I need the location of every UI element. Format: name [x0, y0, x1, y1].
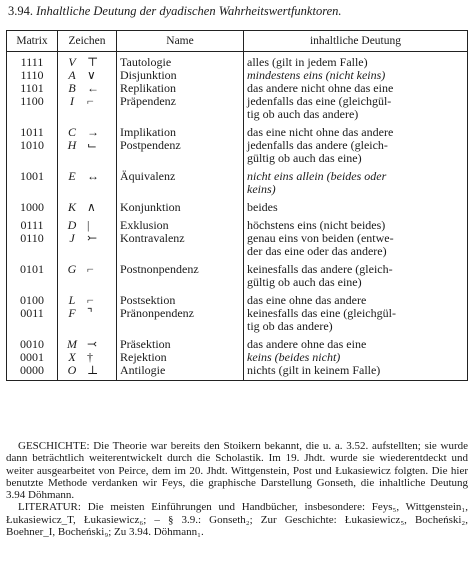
- matrix-cell: 0111: [7, 214, 58, 232]
- matrix-cell: 0001: [7, 351, 58, 364]
- matrix-cell: 1100: [7, 95, 58, 121]
- matrix-cell: 1101: [7, 82, 58, 95]
- deutung-line: keinesfalls das andere (gleich-: [247, 262, 393, 276]
- matrix-cell: 1000: [7, 196, 58, 214]
- symbol-cell: ⌝: [83, 307, 117, 333]
- letter-cell: B: [58, 82, 84, 95]
- deutung-line: gültig ob auch das eine): [247, 275, 362, 289]
- deutung-line: mindestens eins (nicht keins): [247, 68, 386, 82]
- name-cell: Exklusion: [117, 214, 244, 232]
- letter-cell: C: [58, 121, 84, 139]
- symbol-cell: →: [83, 121, 117, 139]
- deutung-line: alles (gilt in jedem Falle): [247, 55, 368, 69]
- section-number: 3.94.: [8, 4, 33, 18]
- deutung-cell: [244, 214, 468, 232]
- letter-cell: F: [58, 307, 84, 333]
- deutung-line: keins): [247, 182, 276, 196]
- table-row: [7, 258, 468, 289]
- name-cell: Postpendenz: [117, 139, 244, 165]
- symbol-cell: ∨: [83, 69, 117, 82]
- deutung-line: gültig ob auch das eine): [247, 151, 362, 165]
- table-header-row: [7, 31, 468, 52]
- name-cell: Präsektion: [117, 333, 244, 351]
- letter-cell: H: [58, 139, 84, 165]
- matrix-cell: 0011: [7, 307, 58, 333]
- table-row: [7, 196, 468, 214]
- symbol-cell: ⌐: [83, 95, 117, 121]
- table-body: [7, 52, 468, 381]
- table-row: [7, 121, 468, 139]
- symbol-cell: ⌙: [83, 139, 117, 165]
- name-cell: Pränonpendenz: [117, 307, 244, 333]
- deutung-cell: [244, 196, 468, 214]
- name-cell: Postsektion: [117, 289, 244, 307]
- table-row: [7, 52, 468, 70]
- deutung-line: der das eine oder das andere): [247, 244, 387, 258]
- symbol-cell: ∧: [83, 196, 117, 214]
- letter-cell: G: [58, 258, 84, 289]
- matrix-cell: 0110: [7, 232, 58, 258]
- deutung-line: genau eins von beiden (entwe-: [247, 231, 394, 245]
- header-zeichen: Zeichen: [58, 31, 117, 52]
- table-row: [7, 165, 468, 196]
- history-label: GESCHICHTE:: [18, 440, 90, 452]
- table-row: [7, 333, 468, 351]
- literature-text: Die meisten Einführungen und Handbücher, insbesondere: Feys₅, Wittgenstein₁, Łukasiewicz_T, Łukasiewicz₆; – § 3.9.: Gonseth₂; Zur Geschichte: Łukasiewicz₅, Bocheński₂, Boehner_I, Bocheński₉; Zu 3.94. Döhmann₁.: [6, 501, 469, 539]
- notes-section: [6, 440, 468, 538]
- deutung-cell: [244, 289, 468, 307]
- matrix-cell: 1011: [7, 121, 58, 139]
- deutung-cell: [244, 232, 468, 258]
- matrix-cell: 0101: [7, 258, 58, 289]
- truth-function-table: [6, 30, 468, 381]
- deutung-cell: [244, 307, 468, 333]
- deutung-cell: [244, 139, 468, 165]
- history-text: Die Theorie war bereits den Stoikern bekannt, die u. a. 3.52. aufstellten; sie wurde dann beträchtlich weiterentwickelt durch die Scholastik. Im 19. Jhdt. wurde sie wiederentdeckt und weiter ausgearbeitet von Peirce, dem im 20. Jhdt. Wittgenstein, Post und Łukasiewicz folgten. Die hier benutzte Methode verdanken wir Feys, die graphische Darstellung Gonseth, die inhaltliche Deutung 3.94 Döhmann.: [6, 440, 469, 502]
- section-title: [8, 4, 342, 19]
- symbol-cell: ←: [83, 82, 117, 95]
- letter-cell: J: [58, 232, 84, 258]
- deutung-line: das eine nicht ohne das andere: [247, 125, 394, 139]
- matrix-cell: 1111: [7, 52, 58, 70]
- letter-cell: E: [58, 165, 84, 196]
- deutung-line: beides: [247, 200, 278, 214]
- symbol-cell: ↔: [83, 165, 117, 196]
- deutung-line: keinesfalls das eine (gleichgül-: [247, 306, 396, 320]
- name-cell: Konjunktion: [117, 196, 244, 214]
- deutung-line: nicht eins allein (beides oder: [247, 169, 387, 183]
- table-row: [7, 307, 468, 333]
- name-cell: Postnonpendenz: [117, 258, 244, 289]
- deutung-line: das eine ohne das andere: [247, 293, 367, 307]
- name-cell: Rejektion: [117, 351, 244, 364]
- deutung-cell: [244, 333, 468, 351]
- deutung-cell: [244, 258, 468, 289]
- deutung-cell: [244, 364, 468, 381]
- name-cell: Präpendenz: [117, 95, 244, 121]
- symbol-cell: ⌐: [83, 258, 117, 289]
- letter-cell: K: [58, 196, 84, 214]
- matrix-cell: 0010: [7, 333, 58, 351]
- matrix-cell: 1110: [7, 69, 58, 82]
- deutung-line: das andere ohne das eine: [247, 337, 367, 351]
- deutung-line: nichts (gilt in keinem Falle): [247, 363, 381, 377]
- matrix-cell: 1010: [7, 139, 58, 165]
- matrix-cell: 1001: [7, 165, 58, 196]
- deutung-line: tig ob das andere): [247, 319, 333, 333]
- table-row: [7, 232, 468, 258]
- symbol-cell: ⊤: [83, 52, 117, 70]
- letter-cell: A: [58, 69, 84, 82]
- name-cell: Disjunktion: [117, 69, 244, 82]
- table-row: [7, 139, 468, 165]
- header-matrix: Matrix: [7, 31, 58, 52]
- letter-cell: V: [58, 52, 84, 70]
- literature-paragraph: [6, 501, 468, 538]
- symbol-cell: ⤙: [83, 333, 117, 351]
- deutung-cell: [244, 121, 468, 139]
- letter-cell: L: [58, 289, 84, 307]
- matrix-cell: 0100: [7, 289, 58, 307]
- symbol-cell: ⌐: [83, 289, 117, 307]
- literature-label: LITERATUR:: [18, 501, 81, 514]
- symbol-cell: †: [83, 351, 117, 364]
- letter-cell: I: [58, 95, 84, 121]
- table-row: [7, 364, 468, 381]
- symbol-cell: |: [83, 214, 117, 232]
- section-heading: Inhaltliche Deutung der dyadischen Wahrheitswertfunktoren.: [36, 4, 342, 18]
- deutung-cell: [244, 165, 468, 196]
- table-row: [7, 82, 468, 95]
- deutung-line: keins (beides nicht): [247, 350, 341, 364]
- deutung-cell: [244, 95, 468, 121]
- letter-cell: D: [58, 214, 84, 232]
- deutung-line: höchstens eins (nicht beides): [247, 218, 386, 232]
- name-cell: Äquivalenz: [117, 165, 244, 196]
- table-row: [7, 95, 468, 121]
- name-cell: Implikation: [117, 121, 244, 139]
- header-name: Name: [117, 31, 244, 52]
- deutung-cell: [244, 52, 468, 70]
- letter-cell: O: [58, 364, 84, 381]
- matrix-cell: 0000: [7, 364, 58, 381]
- name-cell: Tautologie: [117, 52, 244, 70]
- header-deutung: inhaltliche Deutung: [244, 31, 468, 52]
- name-cell: Replikation: [117, 82, 244, 95]
- deutung-line: jedenfalls das andere (gleich-: [247, 138, 388, 152]
- symbol-cell: ⊥: [83, 364, 117, 381]
- symbol-cell: ⤚: [83, 232, 117, 258]
- deutung-line: jedenfalls das eine (gleichgül-: [247, 94, 392, 108]
- history-paragraph: [6, 440, 468, 501]
- name-cell: Antilogie: [117, 364, 244, 381]
- letter-cell: M: [58, 333, 84, 351]
- name-cell: Kontravalenz: [117, 232, 244, 258]
- table-row: [7, 289, 468, 307]
- letter-cell: X: [58, 351, 84, 364]
- table-row: [7, 214, 468, 232]
- deutung-line: tig ob auch das andere): [247, 107, 359, 121]
- deutung-line: das andere nicht ohne das eine: [247, 81, 394, 95]
